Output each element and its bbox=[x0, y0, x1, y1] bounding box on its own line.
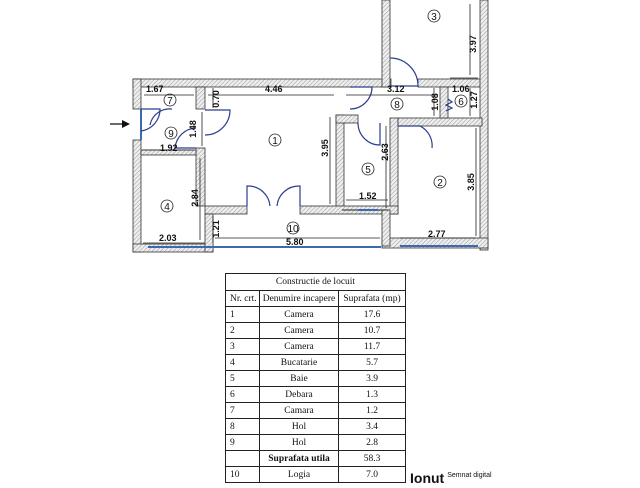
cell-nr: 8 bbox=[226, 419, 260, 435]
table-header-row bbox=[226, 291, 406, 307]
cell-suprafata: 2.8 bbox=[339, 435, 406, 451]
dim-0-70: 0.70 bbox=[211, 90, 221, 108]
entry-arrow bbox=[110, 120, 130, 128]
cell-denumire: Camera bbox=[260, 339, 339, 355]
cell-suprafata: 17.6 bbox=[339, 307, 406, 323]
table-row bbox=[226, 355, 406, 371]
cell-nr: 4 bbox=[226, 355, 260, 371]
dim-3-12: 3.12 bbox=[387, 84, 405, 94]
cell-nr: 1 bbox=[226, 307, 260, 323]
cell-nr: 9 bbox=[226, 435, 260, 451]
room-5-label: 5 bbox=[365, 165, 371, 176]
dim-1-21: 1.21 bbox=[211, 220, 221, 238]
cell-suprafata: 11.7 bbox=[339, 339, 406, 355]
cell-suprafata: 10.7 bbox=[339, 323, 406, 339]
cell-suprafata: 5.7 bbox=[339, 355, 406, 371]
table-row bbox=[226, 467, 406, 483]
table-row bbox=[226, 323, 406, 339]
cell-denumire: Logia bbox=[260, 467, 339, 483]
signature-stamp bbox=[410, 470, 492, 488]
room-6-label: 6 bbox=[458, 97, 464, 108]
dim-3-95: 3.95 bbox=[320, 139, 330, 157]
cell-denumire: Camera bbox=[260, 307, 339, 323]
total-value: 58.3 bbox=[339, 451, 406, 467]
dim-1-08: 1.08 bbox=[430, 93, 440, 111]
cell-nr: 6 bbox=[226, 387, 260, 403]
dim-1-06: 1.06 bbox=[452, 84, 470, 94]
table-title: Constructie de locuit bbox=[226, 274, 406, 291]
room-8-label: 8 bbox=[394, 100, 400, 111]
cell-denumire: Camera bbox=[260, 323, 339, 339]
dim-1-67: 1.67 bbox=[146, 84, 164, 94]
walls bbox=[133, 0, 488, 252]
dim-2-63: 2.63 bbox=[380, 143, 390, 161]
cell-suprafata: 1.2 bbox=[339, 403, 406, 419]
cell-nr: 2 bbox=[226, 323, 260, 339]
table-row bbox=[226, 307, 406, 323]
cell-denumire: Bucatarie bbox=[260, 355, 339, 371]
cell-denumire: Hol bbox=[260, 419, 339, 435]
cell-nr: 7 bbox=[226, 403, 260, 419]
cell-empty bbox=[226, 451, 260, 467]
dim-2-03: 2.03 bbox=[159, 233, 177, 243]
dim-2-77: 2.77 bbox=[428, 229, 446, 239]
cell-suprafata: 7.0 bbox=[339, 467, 406, 483]
dim-1-27: 1.27 bbox=[469, 91, 479, 109]
table-row bbox=[226, 403, 406, 419]
room-10-label: 10 bbox=[287, 224, 299, 235]
room-2-label: 2 bbox=[437, 178, 443, 189]
cell-denumire: Camara bbox=[260, 403, 339, 419]
stamp-note: Semnat digital bbox=[447, 472, 492, 479]
total-label: Suprafata utila bbox=[260, 451, 339, 467]
dimension-labels bbox=[146, 35, 479, 247]
dim-1-52: 1.52 bbox=[359, 191, 377, 201]
table-row bbox=[226, 371, 406, 387]
dim-1-48: 1.48 bbox=[188, 120, 198, 138]
stamp-name: Ionut bbox=[410, 470, 445, 486]
header-denumire: Denumire incapere bbox=[260, 291, 339, 307]
dim-1-92: 1.92 bbox=[160, 143, 178, 153]
header-nr: Nr. crt. bbox=[226, 291, 260, 307]
cell-denumire: Debara bbox=[260, 387, 339, 403]
room-1-label: 1 bbox=[272, 136, 278, 147]
cell-suprafata: 3.4 bbox=[339, 419, 406, 435]
cell-nr: 3 bbox=[226, 339, 260, 355]
dim-2-84: 2.84 bbox=[190, 189, 200, 207]
cell-nr: 5 bbox=[226, 371, 260, 387]
dim-5-80: 5.80 bbox=[286, 237, 304, 247]
cell-suprafata: 1.3 bbox=[339, 387, 406, 403]
dim-4-46: 4.46 bbox=[265, 84, 283, 94]
room-7-label: 7 bbox=[167, 96, 173, 107]
dim-3-85: 3.85 bbox=[466, 173, 476, 191]
dim-3-97: 3.97 bbox=[468, 35, 478, 53]
table-row bbox=[226, 387, 406, 403]
cell-denumire: Hol bbox=[260, 435, 339, 451]
table-title-row bbox=[226, 274, 406, 291]
cell-suprafata: 3.9 bbox=[339, 371, 406, 387]
cell-nr: 10 bbox=[226, 467, 260, 483]
table-row bbox=[226, 419, 406, 435]
room-9-label: 9 bbox=[168, 129, 174, 140]
table-total-row bbox=[226, 451, 406, 467]
room-3-label: 3 bbox=[431, 12, 437, 23]
header-suprafata: Suprafata (mp) bbox=[339, 291, 406, 307]
table-row bbox=[226, 339, 406, 355]
table-row bbox=[226, 435, 406, 451]
cell-denumire: Baie bbox=[260, 371, 339, 387]
room-4-label: 4 bbox=[164, 202, 170, 213]
area-table bbox=[225, 273, 406, 483]
